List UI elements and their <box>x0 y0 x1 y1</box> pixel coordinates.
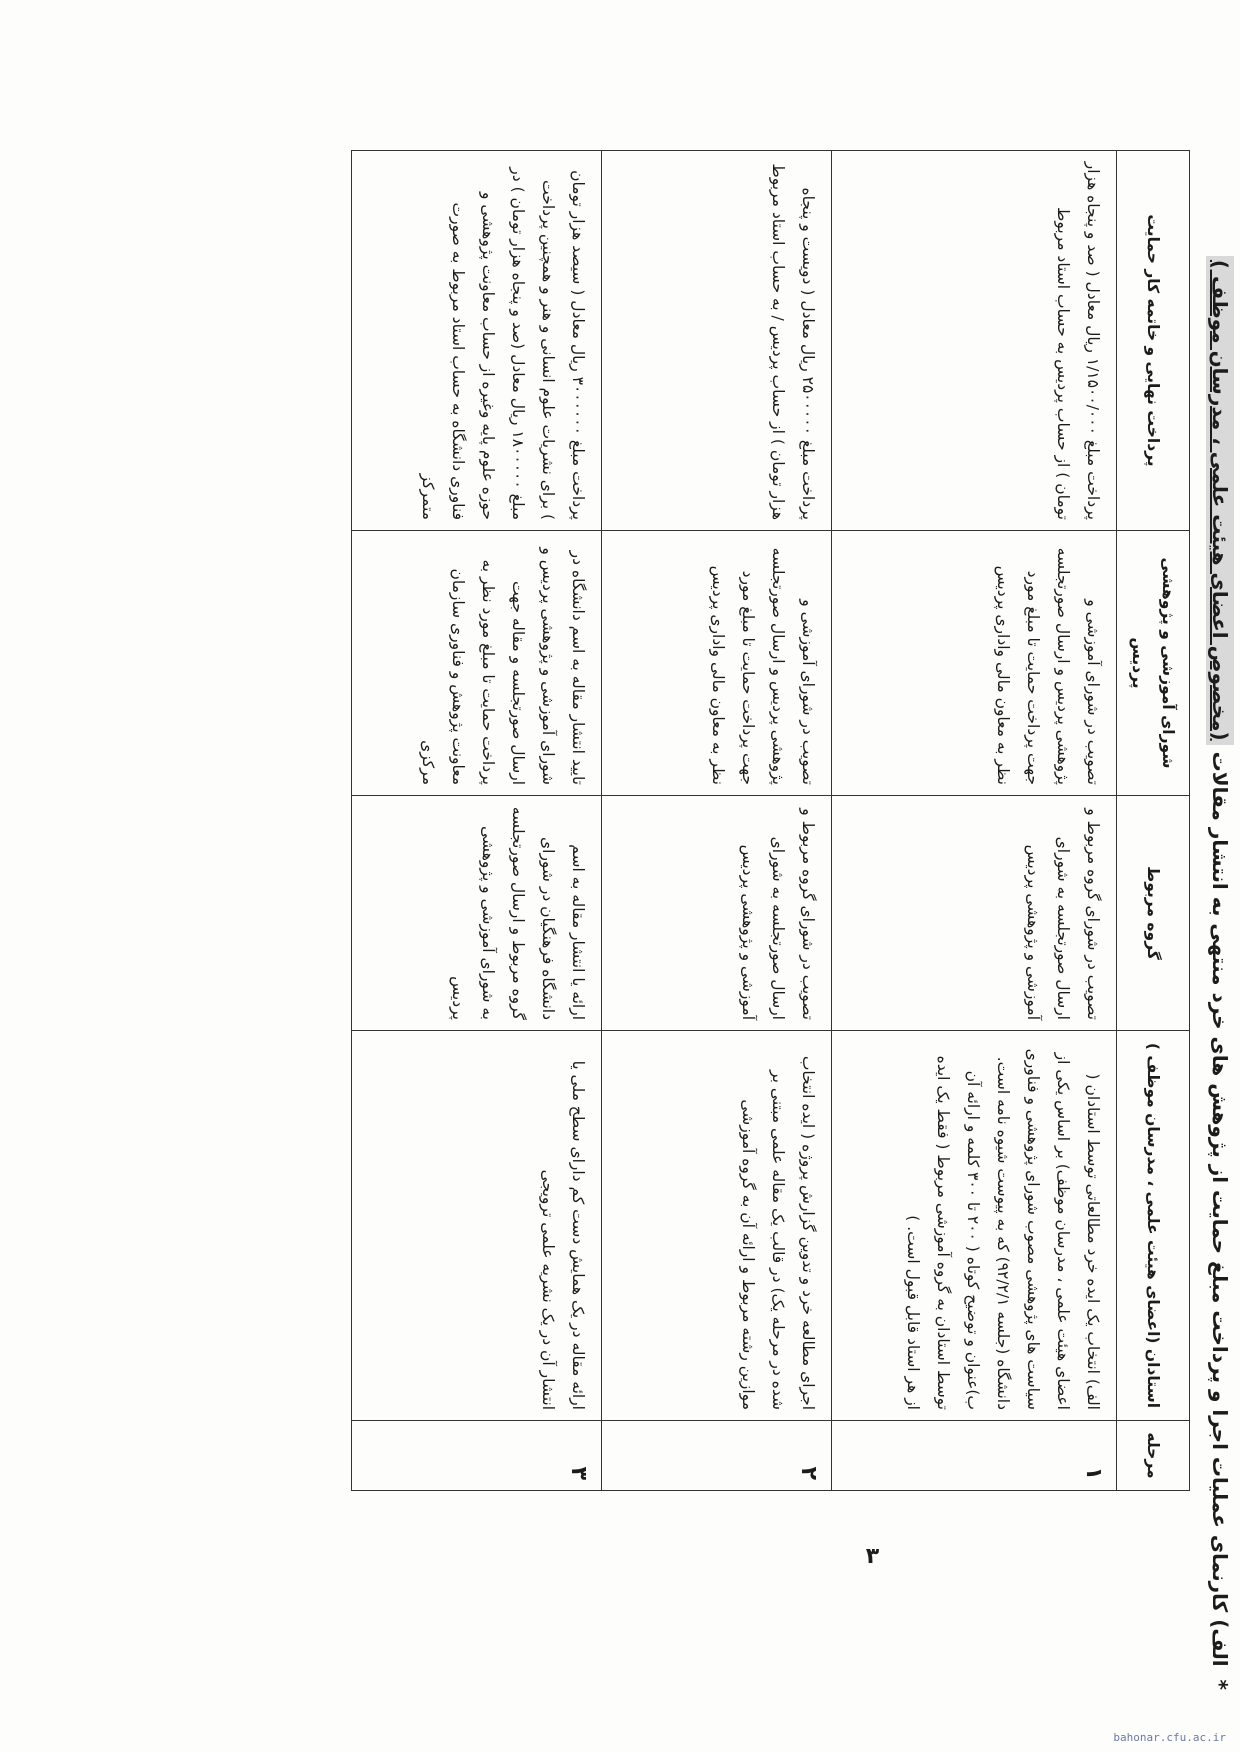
cell-stage: ۲ <box>602 1421 832 1491</box>
table-row <box>602 151 832 1491</box>
table-row <box>832 151 1117 1491</box>
heading-highlight: (مخصوص اعضای هیئت علمی ، مدرسان موظف ) <box>1206 256 1234 745</box>
cell-council: تصویب در شورای آموزشی و پژوهشی پردیس و ارسال صورتجلسه جهت پرداخت حمایت تا مبلغ مورد نظر به معاون مالی واداری پردیس <box>602 531 832 796</box>
cell-council: تایید انتشار مقاله به اسم دانشگاه در شورای آموزشی و پژوهشی پردیس و ارسال صورتجلسه و مقاله جهت پرداخت حمایت تا مبلغ مورد نظر به معاونت پژوهش و فناوری سازمان مرکزی <box>352 531 602 796</box>
cell-council: تصویب در شورای آموزشی و پژوهشی پردیس و ارسال صورتجلسه جهت پرداخت حمایت تا مبلغ مورد نظر به معاون مالی واداری پردیس <box>832 531 1117 796</box>
cell-payment: پرداخت مبلغ ۲۵۰۰۰۰۰ ریال معادل ( دویست و پنجاه هزار تومان ) از حساب پردیس / به حساب استاد مربوط <box>602 151 832 531</box>
cell-payment: پرداخت مبلغ ۱/۱۵۰۰/۰۰۰ ریال معادل ( صد و پنجاه هزار تومان ) از حساب پردیس به حساب استاد مربوط <box>832 151 1117 531</box>
heading-prefix: الف) کارنمای عملیات اجرا و پرداخت مبلغ حمایت از پژوهش های خرد منتهی به انتشار مقالات <box>1208 751 1232 1667</box>
cell-professors: ارائه مقاله در یک همایش دست کم دارای سطح ملی یا انتشار آن در یک نشریه علمی ترویجی <box>352 1031 602 1421</box>
col-header-payment: پرداخت نهایی و خاتمه کار حمایت <box>1117 151 1190 531</box>
cell-stage: ۳ <box>352 1421 602 1491</box>
document-heading <box>1195 150 1240 1690</box>
watermark: bahonar.cfu.ac.ir <box>1113 1731 1226 1744</box>
cell-group: تصویب در شورای گروه مربوط و ارسال صورتجلسه به شورای آموزشی و پژوهشی پردیس <box>602 796 832 1031</box>
cell-group: تصویب در شورای گروه مربوط و ارسال صورتجلسه به شورای آموزشی و پژوهشی پردیس <box>832 796 1117 1031</box>
cell-payment: پرداخت مبلغ ۳۰۰۰۰۰۰ ریال معادل ( سیصد هزار تومان ) برای نشریات علوم انسانی و هنر و همچنین پرداخت مبلغ ۱۸۰۰۰۰۰ ریال معادل (صد و پنجاه هزار تومان ) در حوزه علوم پایه وغیره از حساب معاونت پژوهشی و فناوری دانشگاه به حساب استاد مربوط به صورت متمرکز <box>352 151 602 531</box>
cell-stage: ۱ <box>832 1421 1117 1491</box>
heading-star: * <box>1208 1679 1232 1690</box>
table-header-row <box>1117 151 1190 1491</box>
cell-professors: اجرای مطالعه خرد و تدوین گزارش پروژه ( ایده انتخاب شده در مرحله یک) در قالب یک مقاله علمی مبتنی بر موازین رشته مربوط و ارائه آن به گروه آموزشی <box>602 1031 832 1421</box>
col-header-group: گروه مربوط <box>1117 796 1190 1031</box>
rotated-page <box>365 150 1240 1690</box>
cell-professors: الف) انتخاب یک ایده خرد مطالعاتی توسط استادان ( اعضای هیئت علمی ، مدرسان موظف) بر اساس یکی از سیاست های پژوهشی مصوب شورای پژوهشی و فناوری دانشگاه (جلسه ۹۲/۲/۱) که به پیوست شیوه نامه است. ب)عنوان و توضیح کوتاه ( ۲۰۰ تا ۳۰۰ کلمه و ارائه آن توسط استادان به گروه آموزشی مربوط ( فقط یک ایده از هر استاد قابل قبول است. ) <box>832 1031 1117 1421</box>
cell-group: ارائه یا انتشار مقاله به اسم دانشگاه فرهنگیان در شورای گروه مربوط و ارسال صورتجلسه به شورای آموزشی و پژوهشی پردیس <box>352 796 602 1031</box>
col-header-council: شورای آموزشی و پژوهشی پردیس <box>1117 531 1190 796</box>
col-header-professors: استادان (اعضای هیئت علمی ، مدرسان موظف ) <box>1117 1031 1190 1421</box>
page-number: ۳ <box>865 1544 880 1570</box>
process-table <box>351 150 1190 1491</box>
col-header-stage: مرحله <box>1117 1421 1190 1491</box>
table-row <box>352 151 602 1491</box>
